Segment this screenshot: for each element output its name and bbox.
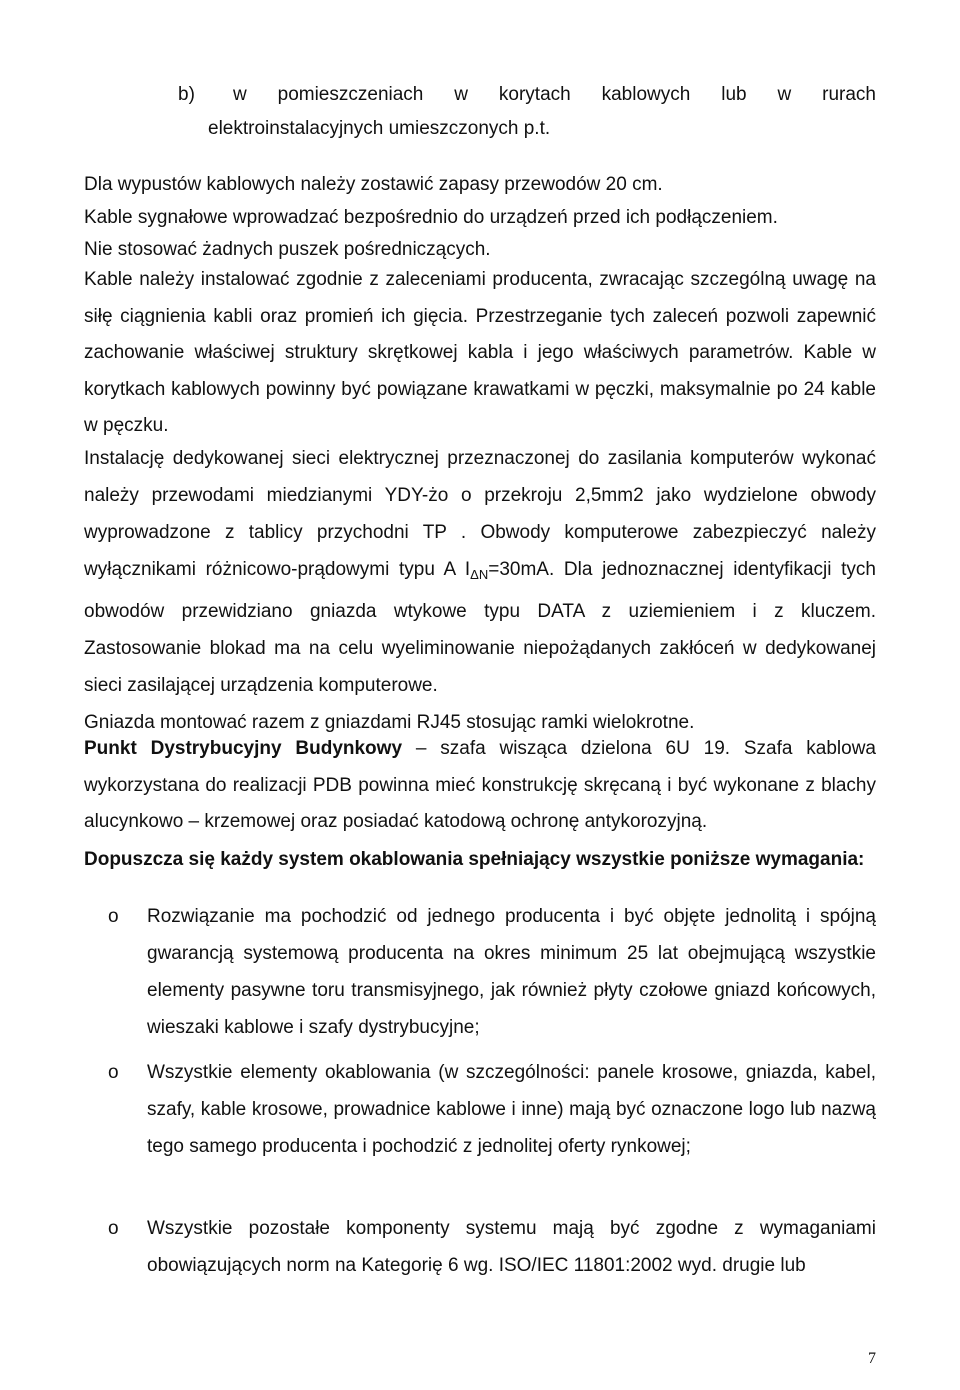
bullet-item-1 <box>84 898 876 1046</box>
paragraph-last-line: Gniazda montować razem z gniazdami RJ45 stosując ramki wielokrotne. <box>84 712 695 733</box>
bullet-marker: o <box>108 1062 119 1083</box>
bullet-text: Wszystkie elementy okablowania (w szczególności: panele krosowe, gniazda, kabel, szafy, kable krosowe, prowadnice kablowe i inne) mają być oznaczone logo lub nazwą tego samego producenta i pochodzić z jednolitej oferty rynkowej; <box>147 1062 876 1157</box>
pdb-text: – szafa wisząca dzielona 6U 19. Szafa kablowa wykorzystana do realizacji PDB powinna mieć konstrukcję skręcaną i być wykonane z blachy alucynkowo – krzemowej oraz posiadać katodową ochronę antykorozyjną. <box>84 738 876 832</box>
list-item-b <box>178 78 876 146</box>
paragraph-pdb <box>84 731 876 841</box>
bullet-marker: o <box>108 906 119 927</box>
paragraph-power-installation <box>84 440 876 741</box>
paragraph-cable-installation: Kable należy instalować zgodnie z zaleceniami producenta, zwracając szczególną uwagę na siłę ciągnienia kabli oraz promień ich gięcia. Przestrzeganie tych zaleceń pozwoli zapewnić zachowanie właściwej struktury skrętkowej kabla i jego właściwych parametrów. Kable w korytkach kablowych powinny być powiązane krawatkami w pęczki, maksymalnie po 24 kable w pęczku. <box>84 269 876 436</box>
paragraph-text-cont: =30mA. Dla jednoznacznej identyfikacji tych obwodów przewidziano gniazda wtykowe typu DATA z uziemieniem i z kluczem. Zastosowanie blokad ma na celu wyeliminowanie niepożądanych zakłóceń w dedykowanej sieci zasilającej urządzenia komputerowe. <box>84 559 876 696</box>
paragraph-text: Instalację dedykowanej sieci elektrycznej przeznaczonej do zasilania komputerów wykonać należy przewodami miedzianymi YDY-żo o przekroju 2,5mm2 jako wydzielone obwody wyprowadzone z tablicy przychodni TP . Obwody komputerowe zabezpieczyć należy wyłącznikami różnicowo-prądowymi typu A I <box>84 448 876 580</box>
bullet-item-3 <box>84 1210 876 1284</box>
text-line-signal-cables: Kable sygnałowe wprowadzać bezpośrednio do urządzeń przed ich podłączeniem. <box>84 207 778 228</box>
list-item-label: b) <box>178 84 195 105</box>
section-heading: Dopuszcza się każdy system okablowania spełniający wszystkie poniższe wymagania: <box>84 849 865 870</box>
bullet-text: Rozwiązanie ma pochodzić od jednego producenta i być objęte jednolitą i spójną gwarancją systemową producenta na okres minimum 25 lat obejmującą wszystkie elementy pasywne toru transmisyjnego, jak również płyty czołowe gniazd końcowych, wieszaki kablowe i szafy dystrybucyjne; <box>147 906 876 1038</box>
bullet-marker: o <box>108 1218 119 1239</box>
text-line-no-boxes: Nie stosować żadnych puszek pośredniczących. <box>84 239 491 260</box>
subscript-delta-n: ΔN <box>470 567 489 582</box>
bullet-item-2 <box>84 1054 876 1165</box>
pdb-title: Punkt Dystrybucyjny Budynkowy <box>84 738 403 759</box>
page-number: 7 <box>868 1350 876 1367</box>
list-item-text: w pomieszczeniach w korytach kablowych lub w rurach elektroinstalacyjnych umieszczonych p.t. <box>208 84 876 139</box>
bullet-text: Wszystkie pozostałe komponenty systemu mają być zgodne z wymaganiami obowiązujących norm na Kategorię 6 wg. ISO/IEC 11801:2002 wyd. drugie lub <box>147 1218 876 1276</box>
text-line-allowance: Dla wypustów kablowych należy zostawić zapasy przewodów 20 cm. <box>84 174 663 195</box>
